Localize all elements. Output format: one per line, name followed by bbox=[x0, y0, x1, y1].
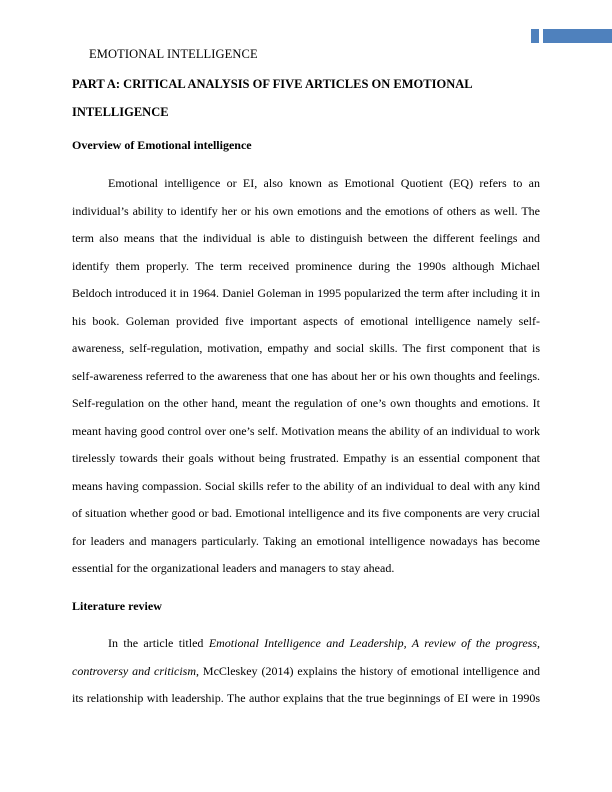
paragraph-line: individual’s ability to identify her or his own emotions and the emotions of others as well. The bbox=[72, 203, 540, 218]
paragraph-line bbox=[72, 664, 540, 678]
paragraph-line: Emotional intelligence or EI, also known as Emotional Quotient (EQ) refers to an bbox=[108, 176, 540, 190]
paragraph-line: meant having good control over one’s self. Motivation means the ability of an individual to work bbox=[72, 423, 540, 438]
literature-review-heading: Literature review bbox=[72, 599, 162, 613]
paragraph-line: identify them properly. The term received prominence during the 1990s although Michael bbox=[72, 258, 540, 273]
header-accent-bar-small bbox=[531, 29, 539, 43]
paragraph-line: means having compassion. Social skills refer to the ability of an individual to deal with any kind bbox=[72, 478, 540, 493]
running-head: EMOTIONAL INTELLIGENCE bbox=[89, 47, 258, 61]
paragraph-line: awareness, self-regulation, motivation, empathy and social skills. The first component that is bbox=[72, 341, 540, 355]
paragraph-line: term also means that the individual is able to distinguish between the different feelings and bbox=[72, 231, 540, 245]
paragraph-line: his book. Goleman provided five important aspects of emotional intelligence namely self- bbox=[72, 313, 540, 328]
paragraph-line: its relationship with leadership. The author explains that the true beginnings of EI were in 1990s bbox=[72, 691, 540, 705]
paragraph-line: Beldoch introduced it in 1964. Daniel Goleman in 1995 popularized the term after including it in bbox=[72, 286, 540, 300]
paragraph-text: , McCleskey (2014) explains the history of emotional intelligence and bbox=[196, 663, 540, 678]
paragraph-line: tirelessly towards their goals without being frustrated. Empathy is an essential component that bbox=[72, 451, 540, 465]
paragraph-line: self-awareness referred to the awareness that one has about her or his own thoughts and feelings. bbox=[72, 368, 540, 383]
paragraph-line: essential for the organizational leaders and managers to stay ahead. bbox=[72, 561, 395, 575]
header-accent-bar-large bbox=[543, 29, 612, 43]
paragraph-text: In the article titled bbox=[108, 636, 209, 650]
article-title-italic: Emotional Intelligence and Leadership, A review of the progress, bbox=[208, 636, 541, 650]
paragraph-line bbox=[108, 636, 540, 650]
paragraph-line: of situation whether good or bad. Emotional intelligence and its five components are very crucial bbox=[72, 506, 540, 520]
paragraph-line: for leaders and managers particularly. Taking an emotional intelligence nowadays has become bbox=[72, 533, 540, 548]
paragraph-line: Self-regulation on the other hand, meant the regulation of one’s own thoughts and emotions. It bbox=[72, 396, 540, 410]
article-title-italic: controversy and criticism bbox=[72, 663, 196, 678]
overview-heading: Overview of Emotional intelligence bbox=[72, 138, 252, 152]
part-title: PART A: CRITICAL ANALYSIS OF FIVE ARTICLES ON EMOTIONAL INTELLIGENCE bbox=[72, 77, 472, 119]
